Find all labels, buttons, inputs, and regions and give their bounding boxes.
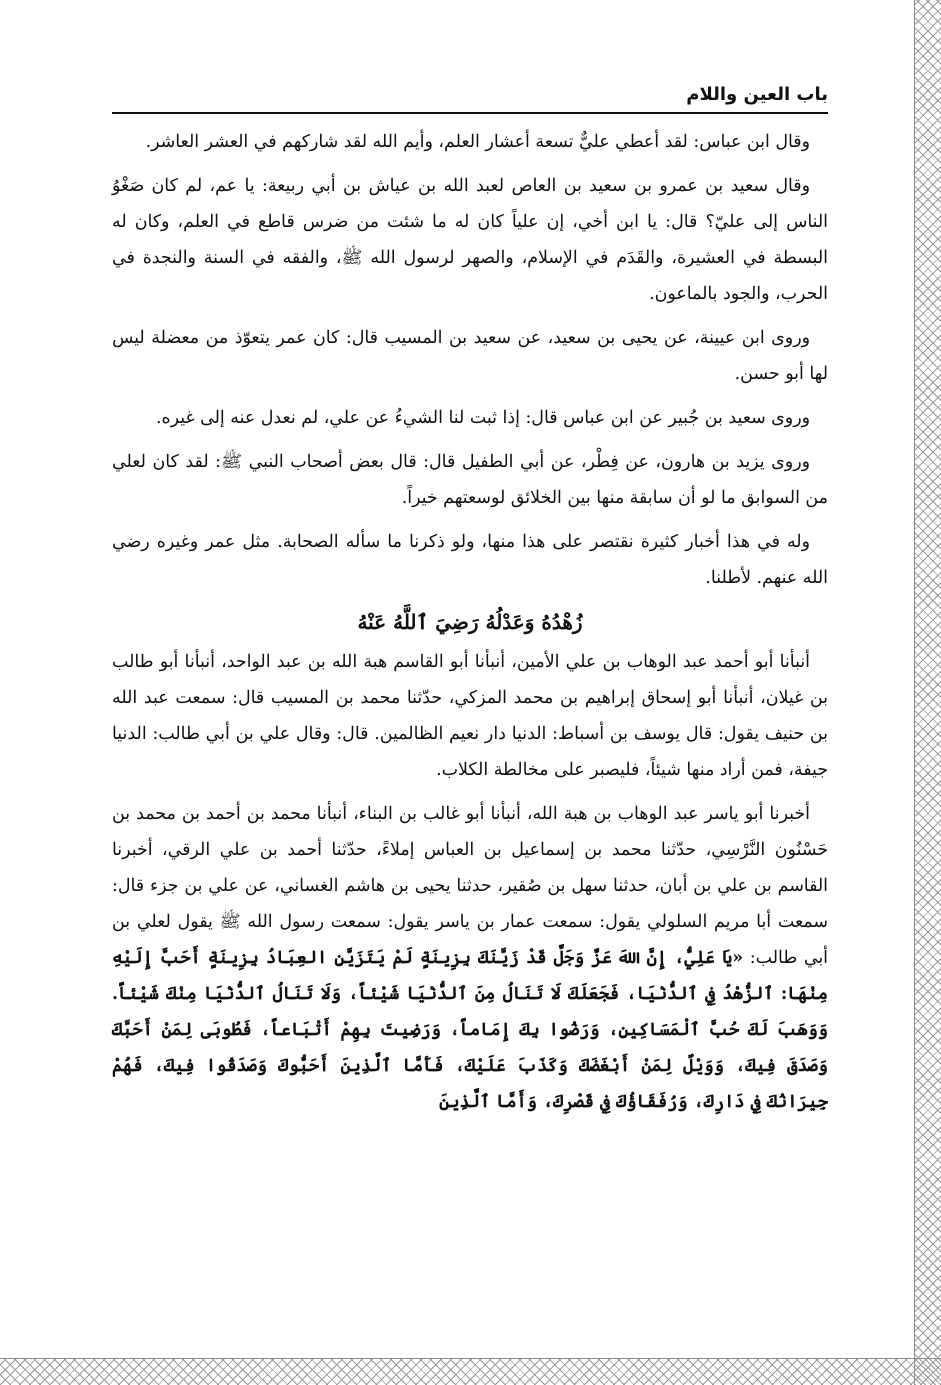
paragraph-ibn-abbas: وقال ابن عباس: لقد أعطي عليٌّ تسعة أعشار العلم، وأيم الله لقد شاركهم في العشر العاشر. [145,132,810,152]
paragraph-yazid-ibn-harun: وروى يزيد بن هارون، عن فِطْر، عن أبي الطفيل قال: قال بعض أصحاب النبي ﷺ: لقد كان لعلي من السوابق ما لو أن سابقة منها بين الخلائق لوسعتهم خيراً. [112,452,828,508]
decorative-border-bottom [0,1358,941,1385]
paragraph-zuhd-2 [112,796,828,1120]
paragraph-ibn-uyayna: وروى ابن عيينة، عن يحيى بن سعيد، عن سعيد بن المسيب قال: كان عمر يتعوّذ من معضلة ليس لها أبو حسن. [112,328,828,384]
paragraph-said-ibn-amr: وقال سعيد بن عمرو بن سعيد بن العاص لعبد الله بن عياش بن أبي ربيعة: يا عم، لم كان صَغْوُ الناس إلى عليّ؟ قال: يا ابن أخي، إن علياً كان له ما شئت من ضرس قاطع في العلم، وكان له البسطة في العشيرة، والقَدَم في الإسلام، والصهر لرسول الله ﷺ، والفقه في السنة والنجدة في الحرب، والجود بالماعون. [112,176,828,304]
paragraph-said-ibn-jubayr: وروى سعيد بن جُبير عن ابن عباس قال: إذا ثبت لنا الشيءُ عن علي، لم نعدل عنه إلى غيره. [156,408,810,428]
paragraph-closing-note: وله في هذا أخبار كثيرة نقتصر على هذا منها، ولو ذكرنا ما سأله الصحابة. مثل عمر وغيره رضي الله عنهم. لأطلنا. [112,532,828,588]
narration-chain: أخبرنا أبو ياسر عبد الوهاب بن هبة الله، أنبأنا أبو غالب بن البناء، أنبأنا محمد بن أحمد بن محمد بن حَسْنُون النَّرْسِي، حدّثنا محمد بن إسماعيل بن العباس إملاءً، حدّثنا أحمد بن علي الرقي، أخبرنا القاسم بن علي بن أبان، حدثنا سهل بن صُقير، حدثنا يحيى بن هاشم الغساني، عن علي بن جزء قال: سمعت أبا مريم السلولي يقول: سمعت عمار بن ياسر يقول: سمعت رسول الله ﷺ يقول لعلي بن أبي طالب: [112,804,828,968]
paragraph-zuhd-1: أنبأنا أبو أحمد عبد الوهاب بن علي الأمين، أنبأنا أبو القاسم هبة الله بن عبد الواحد، أنبأنا أبو طالب بن غيلان، أنبأنا أبو إسحاق إبراهيم بن محمد المزكي، حدّثنا محمد بن المسيب قال: سمعت عبد الله بن حنيف يقول: قال يوسف بن أسباط: الدنيا دار نعيم الظالمين. قال: وقال علي بن أبي طالب: الدنيا جيفة، فمن أراد منها شيئاً، فليصبر على مخالطة الكلاب. [112,652,828,780]
decorative-border-right [914,0,941,1385]
hadith-text: «يَا عَلِيُّ، إِنَّ اللهَ عَزَّ وَجَلَّ قَدْ زَيَّنَكَ بِزِينَةٍ لَمْ يَتَزَيَّنِ العِبَادُ بِزِينَةٍ أَحَبَّ إِلَيْهِ مِنْهَا: ٱلزُّهْدُ فِي ٱلدُّنْيَا، فَجَعَلَكَ لَا تَنَالُ مِنَ ٱلدُّنْيَا شَيْئاً، وَلَا تَنَالُ ٱلدُّنْيَا مِنْكَ شَيْئاً. وَوَهَبَ لَكَ حُبَّ ٱلْمَسَاكِينِ، وَرَضُوا بِكَ إِمَاماً، وَرَضِيتَ بِهِمْ أَتْبَاعاً، فَطُوبَى لِمَنْ أَحَبَّكَ وَصَدَقَ فِيكَ، وَوَيْلٌ لِمَنْ أَبْغَضَكَ وَكَذَبَ عَلَيْكَ، فَأَمَّا ٱلَّذِينَ أَحَبُّوكَ وَصَدَقُوا فِيكَ، فَهُمْ جِيرَانُكَ فِي دَارِكَ، وَرُفَقَاؤُكَ فِي قَصْرِكَ، وَأَمَّا ٱلَّذِينَ [112,948,828,1112]
section-title: زُهْدُهُ وَعَدْلُهُ رَضِيَ ٱللَّهُ عَنْهُ [357,610,583,634]
running-title: باب العين واللام [112,84,828,114]
book-page [112,84,828,1128]
